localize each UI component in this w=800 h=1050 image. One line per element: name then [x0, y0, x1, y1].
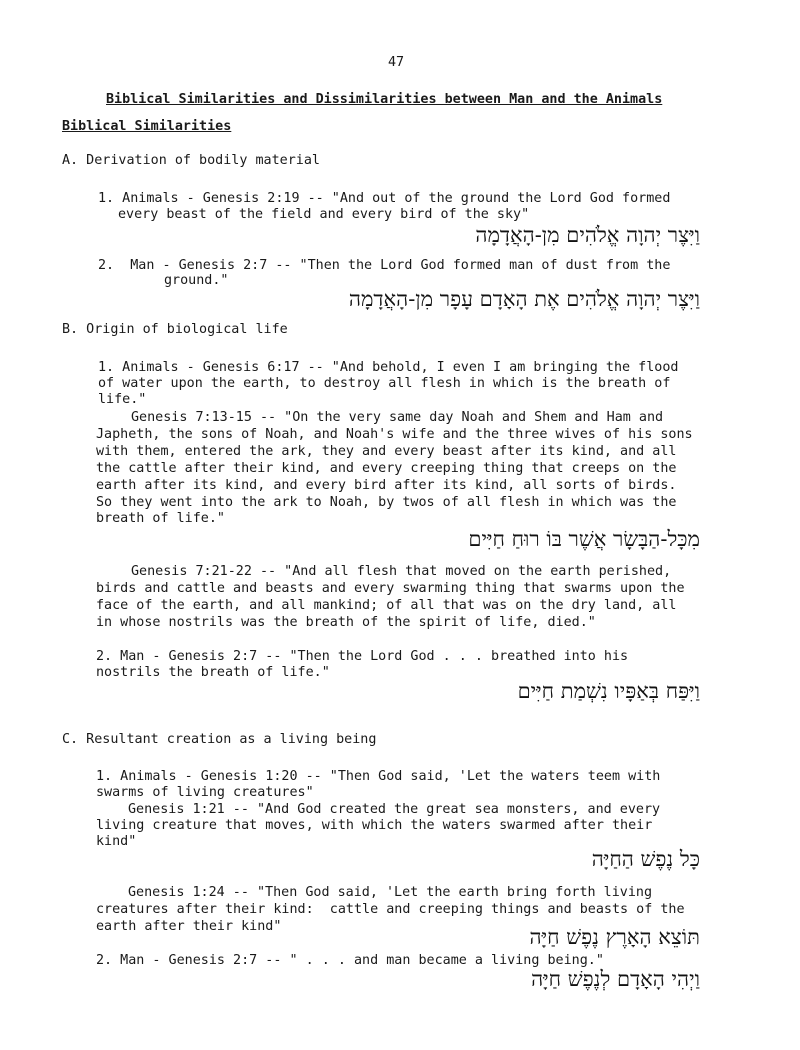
gen713-line6: So they went into the ark to Noah, by twos of all flesh in which was the — [96, 495, 677, 510]
gen124-line2: creatures after their kind: cattle and creeping things and beasts of the — [96, 902, 685, 917]
section-b-item1-line3: life." — [98, 392, 147, 407]
section-b-item2-line2: nostrils the breath of life." — [96, 665, 330, 680]
gen124-line1: Genesis 1:24 -- "Then God said, 'Let the earth bring forth living — [128, 885, 653, 900]
section-c-hebrew2: תּוֹצֵא הָאָרֶץ נֶפֶשׁ חַיָּה — [529, 925, 700, 949]
section-c-heading: C. Resultant creation as a living being — [62, 732, 377, 747]
section-c-hebrew3: וַיְהִי הָאָדָם לְנֶפֶשׁ חַיָּה — [531, 967, 700, 991]
gen721-line2: birds and cattle and beasts and every swarming thing that swarms upon the — [96, 581, 685, 596]
section-c-hebrew1: כָּל נֶפֶשׁ הַחַיָּה — [591, 847, 700, 871]
section-c-item1-line1: 1. Animals - Genesis 1:20 -- "Then God said, 'Let the waters teem with — [96, 769, 661, 784]
gen721-line4: in whose nostrils was the breath of the spirit of life, died." — [96, 615, 596, 630]
gen713-line4: the cattle after their kind, and every creeping thing that creeps on the — [96, 461, 677, 476]
section-b-item1-line1: 1. Animals - Genesis 6:17 -- "And behold, I even I am bringing the flood — [98, 360, 679, 375]
gen713-line2: Japheth, the sons of Noah, and Noah's wife and the three wives of his sons — [96, 427, 693, 442]
section-b-item2-line1: 2. Man - Genesis 2:7 -- "Then the Lord God . . . breathed into his — [96, 649, 629, 664]
gen121-line2: living creature that moves, with which the waters swarmed after their — [96, 818, 653, 833]
section-b-hebrew1: מִכָּל-הַבָּשָׂר אֲשֶׁר בּוֹ רוּחַ חַיִּים — [468, 527, 700, 551]
section-c-item2: 2. Man - Genesis 2:7 -- " . . . and man became a living being." — [96, 953, 604, 968]
page-title: Biblical Similarities and Dissimilarities between Man and the Animals — [106, 92, 663, 107]
section-a-hebrew2: וַיִּצֶר יְהוָה אֱלֹהִים אֶת הָאָדָם עָפָר מִן-הָאֲדָמָה — [348, 287, 700, 311]
gen121-line3: kind" — [96, 834, 137, 849]
gen124-line3: earth after their kind" — [96, 919, 282, 934]
section-a-heading: A. Derivation of bodily material — [62, 153, 320, 168]
gen713-line5: earth after its kind, and every bird after its kind, all sorts of birds. — [96, 478, 677, 493]
section-subtitle: Biblical Similarities — [62, 119, 232, 134]
section-a-item2-line2: ground." — [164, 273, 229, 288]
gen721-line1: Genesis 7:21-22 -- "And all flesh that moved on the earth perished, — [131, 564, 672, 579]
gen121-line1: Genesis 1:21 -- "And God created the great sea monsters, and every — [128, 802, 661, 817]
section-b-item1-line2: of water upon the earth, to destroy all flesh in which is the breath of — [98, 376, 671, 391]
section-a-item1-line1: 1. Animals - Genesis 2:19 -- "And out of the ground the Lord God formed — [98, 191, 671, 206]
gen721-line3: face of the earth, and all mankind; of all that was on the dry land, all — [96, 598, 677, 613]
section-a-item2-line1: 2. Man - Genesis 2:7 -- "Then the Lord God formed man of dust from the — [98, 258, 671, 273]
section-c-item1-line2: swarms of living creatures" — [96, 785, 314, 800]
section-a-item1-line2: every beast of the field and every bird of the sky" — [118, 207, 530, 222]
gen713-line1: Genesis 7:13-15 -- "On the very same day Noah and Shem and Ham and — [131, 410, 664, 425]
section-b-hebrew2: וַיִּפַּח בְּאַפָּיו נִשְׁמַת חַיִּים — [517, 679, 700, 703]
page-number: 47 — [388, 55, 405, 70]
section-b-heading: B. Origin of biological life — [62, 322, 288, 337]
section-a-hebrew1: וַיִּצֶר יְהוָה אֱלֹהִים מִן-הָאֲדָמָה — [475, 223, 700, 247]
gen713-line3: with them, entered the ark, they and every beast after its kind, and all — [96, 444, 677, 459]
gen713-line7: breath of life." — [96, 511, 225, 526]
